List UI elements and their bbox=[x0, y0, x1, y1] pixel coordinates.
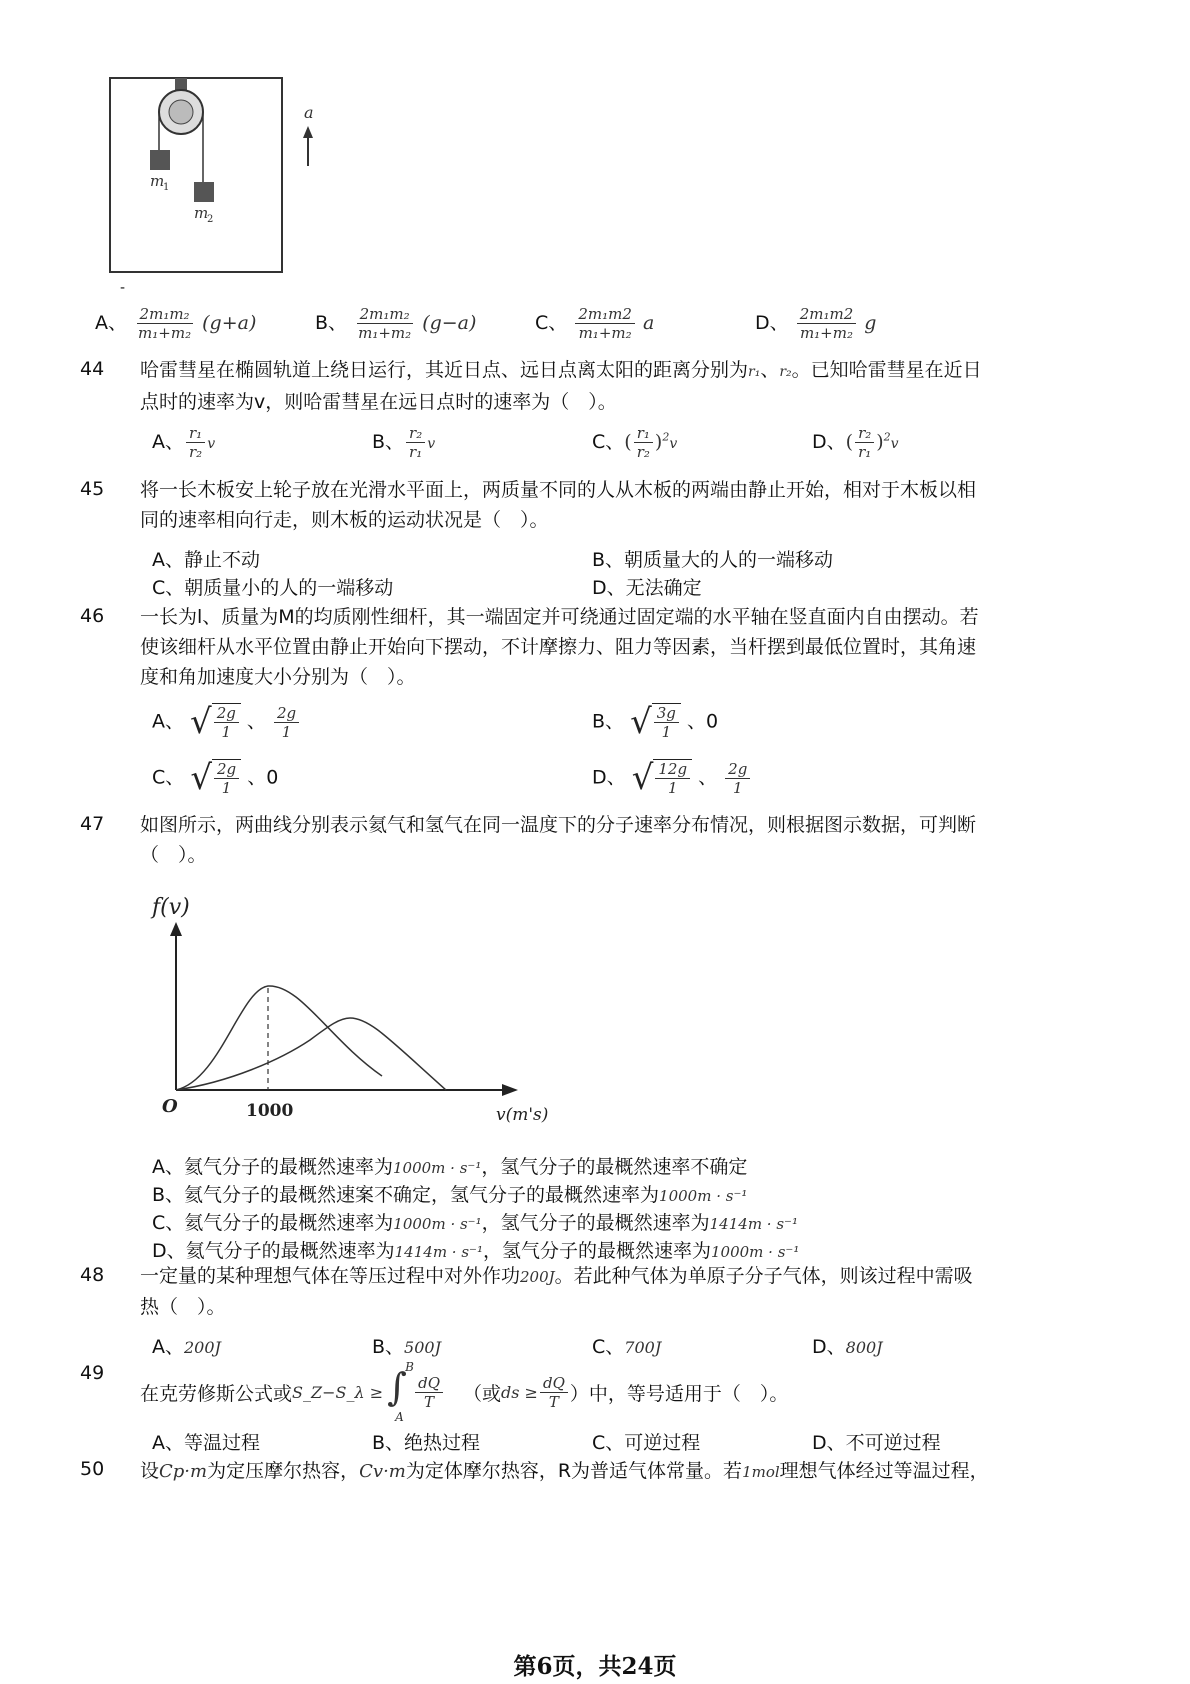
q43-option-d[interactable]: D、 $\frac{\text{2m₁m2}}{\text{m₁+m₂}}$ g bbox=[755, 305, 877, 342]
label-m2: m bbox=[194, 204, 209, 222]
question-47-text: 如图所示，两曲线分别表示氦气和氢气在同一温度下的分子速率分布情况，则根据图示数据，可判断 （ ）。 bbox=[140, 814, 977, 866]
graph-xlabel: v(m's) bbox=[496, 1105, 549, 1125]
q47-option-c[interactable]: C、氦气分子的最概然速率为1000m · s⁻¹，氢气分子的最概然速率为1414m · s⁻¹ bbox=[152, 1212, 798, 1234]
mass-m1 bbox=[150, 150, 170, 170]
label-m1: m bbox=[150, 172, 165, 190]
q43-option-a[interactable]: A、 $\frac{\text{2m₁m₂}}{\text{m₁+m₂}}$ (g+a) bbox=[95, 305, 257, 342]
q47-option-a[interactable]: A、氦气分子的最概然速率为1000m · s⁻¹，氢气分子的最概然速率不确定 bbox=[152, 1156, 748, 1178]
page-footer: 第6页，共24页 bbox=[513, 1653, 677, 1680]
graph-ylabel: f(v) bbox=[152, 895, 190, 920]
svg-text:2: 2 bbox=[207, 214, 214, 225]
dash-mark: - bbox=[120, 280, 126, 296]
graph-origin: O bbox=[162, 1096, 178, 1117]
svg-text:1: 1 bbox=[163, 182, 170, 193]
question-number-49: 49 bbox=[80, 1362, 105, 1384]
question-number-50: 50 bbox=[80, 1458, 105, 1480]
question-number-48: 48 bbox=[80, 1264, 105, 1286]
q49-option-b[interactable]: B、绝热过程 bbox=[372, 1432, 481, 1454]
question-number-47: 47 bbox=[80, 813, 105, 835]
q48-option-d[interactable]: D、800J bbox=[812, 1336, 883, 1358]
q49-option-d[interactable]: D、不可逆过程 bbox=[812, 1432, 941, 1454]
question-50-text: 设Cp·m为定压摩尔热容，Cv·m为定体摩尔热容，R为普适气体常量。若1mol理想气体经过等温过程， bbox=[140, 1460, 989, 1482]
graph-tick-1000: 1000 bbox=[246, 1101, 294, 1121]
q44-option-c[interactable]: C、( $\frac{\text{r₁}}{\text{r₂}}$ )$^2$v bbox=[592, 424, 678, 461]
q45-option-c[interactable]: C、朝质量小的人的一端移动 bbox=[152, 577, 394, 599]
question-49-text: 在克劳修斯公式或 S_Z−S_λ ≥ ∫ B A $\frac{dQ}{T}$ （或 ds ≥ $\frac{dQ}{T}$ ）中，等号适用于（ ）。 bbox=[140, 1360, 789, 1424]
mass-m2 bbox=[194, 182, 214, 202]
q47-option-b[interactable]: B、氦气分子的最概然速案不确定，氢气分子的最概然速率为1000m · s⁻¹ bbox=[152, 1184, 748, 1206]
question-number-44: 44 bbox=[80, 358, 105, 380]
q46-option-d[interactable]: D、 √ $\frac{12g}{1}$ 、 $\frac{2g}{1}$ bbox=[592, 759, 752, 797]
q45-option-d[interactable]: D、无法确定 bbox=[592, 577, 702, 599]
question-48-text: 一定量的某种理想气体在等压过程中对外作功200J。若此种气体为单原子分子气体，则该过程中需吸 热（ ）。 bbox=[140, 1265, 973, 1318]
q48-option-b[interactable]: B、500J bbox=[372, 1336, 441, 1358]
q44-option-d[interactable]: D、( $\frac{\text{r₂}}{\text{r₁}}$ )$^2$v bbox=[812, 424, 899, 461]
q45-option-a[interactable]: A、静止不动 bbox=[152, 549, 260, 571]
question-45-text: 将一长木板安上轮子放在光滑水平面上，两质量不同的人从木板的两端由静止开始，相对于木板以相 同的速率相向行走，则木板的运动状况是（ ）。 bbox=[140, 479, 977, 531]
label-a: a bbox=[304, 103, 314, 122]
q46-option-a[interactable]: A、 √ $\frac{2g}{1}$ 、 $\frac{2g}{1}$ bbox=[152, 703, 301, 741]
q46-option-c[interactable]: C、 √ $\frac{2g}{1}$ 、0 bbox=[152, 758, 279, 798]
helium-curve bbox=[176, 986, 382, 1090]
q45-option-b[interactable]: B、朝质量大的人的一端移动 bbox=[592, 549, 834, 571]
q47-option-d[interactable]: D、氦气分子的最概然速率为1414m · s⁻¹，氢气分子的最概然速率为1000m · s⁻¹ bbox=[152, 1240, 800, 1262]
q43-option-b[interactable]: B、 $\frac{\text{2m₁m₂}}{\text{m₁+m₂}}$ (g−a) bbox=[315, 305, 477, 342]
question-46-text: 一长为l、质量为M的均质刚性细杆，其一端固定并可绕通过固定端的水平轴在竖直面内自由摆动。若 使该细杆从水平位置由静止开始向下摆动，不计摩擦力、阻力等因素，当杆摆到最低位置时，其角速 度和角加速度大小分别为（ ）。 bbox=[140, 606, 979, 688]
question-44-text: 哈雷彗星在椭圆轨道上绕日运行，其近日点、远日点离太阳的距离分别为r₁、r₂。已知哈雷彗星在近日 点时的速率为v，则哈雷彗星在远日点时的速率为（ ）。 bbox=[140, 359, 982, 413]
q44-option-b[interactable]: B、 $\frac{\text{r₂}}{\text{r₁}}$ v bbox=[372, 424, 436, 461]
q48-option-c[interactable]: C、700J bbox=[592, 1336, 662, 1358]
q46-option-b[interactable]: B、 √ $\frac{3g}{1}$ 、0 bbox=[592, 702, 719, 742]
pulley-figure bbox=[100, 70, 360, 290]
q44-option-a[interactable]: A、 $\frac{\text{r₁}}{\text{r₂}}$ v bbox=[152, 424, 216, 461]
question-number-46: 46 bbox=[80, 605, 105, 627]
speed-distribution-graph bbox=[140, 880, 580, 1140]
q49-option-c[interactable]: C、可逆过程 bbox=[592, 1432, 701, 1454]
q49-option-a[interactable]: A、等温过程 bbox=[152, 1432, 260, 1454]
question-number-45: 45 bbox=[80, 478, 105, 500]
q43-option-c[interactable]: C、 $\frac{\text{2m₁m2}}{\text{m₁+m₂}}$ a bbox=[535, 305, 655, 342]
q48-option-a[interactable]: A、200J bbox=[152, 1336, 221, 1358]
